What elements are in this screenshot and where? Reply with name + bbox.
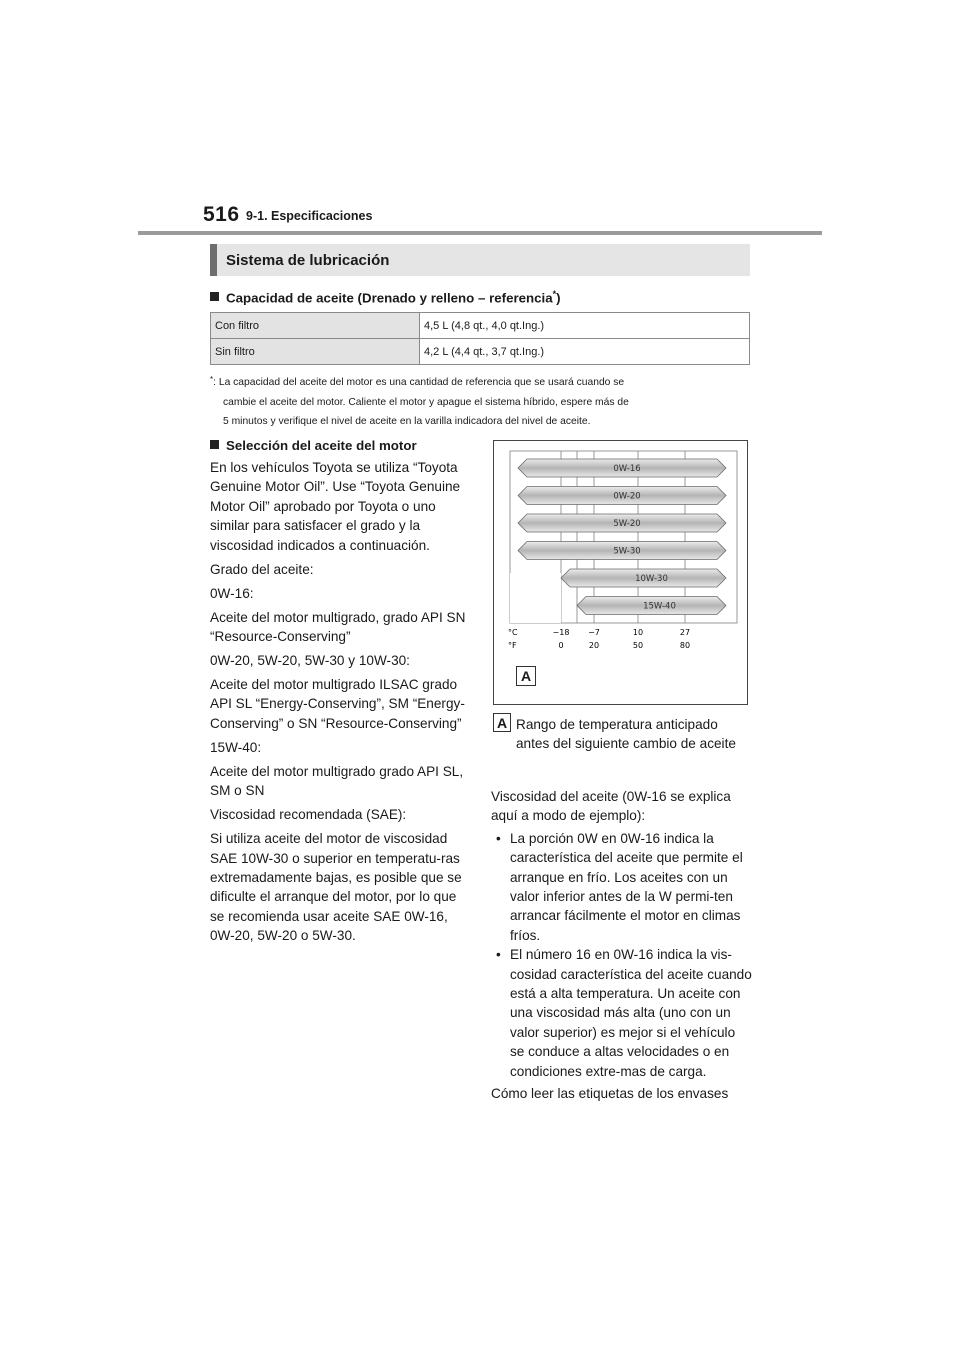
footnote-asterisk: * — [210, 375, 214, 384]
grade-bar-label: 5W-20 — [613, 519, 641, 529]
viscosity-body — [491, 787, 753, 1107]
fahrenheit-tick-label: 20 — [588, 641, 600, 650]
paragraph: Viscosidad del aceite (0W-16 se explica aquí a modo de ejemplo): — [491, 789, 731, 824]
list-item: • La porción 0W en 0W-16 indica la característica del aceite que permite el arranque en frío. Los aceites con un valor inferior antes de la W permi-ten arrancar fácilmente el motor en climas fríos. — [491, 829, 753, 945]
table-cell-label: Sin filtro — [211, 339, 420, 365]
celsius-tick-label: 10 — [632, 628, 644, 637]
grade-bar-label: 5W-30 — [613, 546, 641, 557]
capacity-heading-asterisk: * — [552, 289, 557, 299]
footnote-line: cambie el aceite del motor. Caliente el motor y apague el sistema híbrido, espere más de — [223, 396, 629, 408]
footnote-line-text: : La capacidad del aceite del motor es una cantidad de referencia que se usará cuando se — [213, 377, 625, 388]
section-banner — [210, 244, 750, 276]
legend-text: Rango de temperatura anticipado antes del siguiente cambio de aceite — [516, 717, 736, 752]
paragraph: 15W-40: — [210, 739, 262, 755]
table-cell-label: Con filtro — [211, 313, 420, 339]
section-title: 9-1. Especificaciones — [246, 209, 373, 223]
fahrenheit-tick-label: 80 — [679, 641, 691, 650]
selection-heading — [210, 438, 417, 453]
viscosity-bullet-list — [491, 829, 753, 1081]
table-row — [211, 339, 750, 365]
celsius-tick-label: −7 — [588, 628, 600, 637]
marker-a: A — [516, 666, 536, 686]
legend-marker-a: A — [493, 713, 511, 732]
paragraph: 0W-20, 5W-20, 5W-30 y 10W-30: — [210, 653, 410, 669]
capacity-table — [210, 312, 750, 365]
paragraph: Aceite del motor multigrado, grado API SN “Resource-Conserving” — [210, 609, 466, 645]
table-row — [211, 313, 750, 339]
header-divider — [138, 231, 822, 235]
paragraph: 0W-16: — [210, 585, 254, 601]
table-cell-value: 4,2 L (4,4 qt., 3,7 qt.Ing.) — [420, 339, 750, 365]
viscosity-chart — [494, 441, 747, 704]
paragraph: Grado del aceite: — [210, 561, 314, 577]
celsius-unit: °C — [508, 628, 518, 637]
list-item: • El número 16 en 0W-16 indica la vis-cosidad característica del aceite cuando está a alta temperatura. Un aceite con una viscosidad más alta (uno con un valor superior) es mejor si el vehículo se conduce a altas velocidades o en condiciones extre-mas de carga. — [491, 945, 753, 1081]
banner-title: Sistema de lubricación — [226, 251, 390, 269]
capacity-heading-text: Capacidad de aceite (Drenado y relleno – referencia — [226, 290, 553, 306]
celsius-tick-label: −18 — [552, 628, 570, 637]
capacity-heading-close: ) — [556, 290, 561, 306]
page-number: 516 — [203, 203, 240, 226]
grade-bar-label: 10W-30 — [635, 574, 668, 584]
fahrenheit-unit: °F — [508, 641, 517, 650]
grade-bar-label: 0W-16 — [613, 464, 641, 474]
selection-heading-text: Selección del aceite del motor — [226, 438, 417, 453]
paragraph: Si utiliza aceite del motor de viscosidad SAE 10W-30 o superior en temperatu-ras extremadamente bajas, es posible que se dificulte el arranque del motor, por lo que se recomienda usar aceite SAE 0W-16, 0W-20, 5W-20 o 5W-30. — [210, 831, 462, 944]
paragraph: Aceite del motor multigrado grado API SL, SM o SN — [210, 763, 464, 799]
viscosity-diagram — [493, 440, 748, 705]
paragraph: Cómo leer las etiquetas de los envases — [491, 1086, 729, 1102]
capacity-footnote — [210, 370, 750, 432]
capacity-heading — [210, 289, 561, 305]
grade-bar-label: 15W-40 — [643, 601, 676, 612]
paragraph: Aceite del motor multigrado ILSAC grado API SL “Energy-Conserving”, SM “Energy-Conserving” o SN “Resource-Conserving” — [210, 677, 465, 731]
table-cell-value: 4,5 L (4,8 qt., 4,0 qt.Ing.) — [420, 313, 750, 339]
selection-body — [210, 458, 472, 950]
fahrenheit-tick-label: 0 — [558, 641, 564, 650]
fahrenheit-tick-label: 50 — [632, 641, 644, 650]
grade-bar-label: 0W-20 — [613, 491, 641, 502]
footnote-line: 5 minutos y verifique el nivel de aceite en la varilla indicadora del nivel de aceite. — [223, 416, 591, 427]
square-bullet-icon — [210, 292, 219, 301]
square-bullet-icon — [210, 440, 219, 449]
grid-mask — [510, 573, 561, 623]
footnote-line — [210, 370, 750, 393]
celsius-tick-label: 27 — [679, 628, 691, 637]
temperature-axis — [508, 628, 690, 650]
paragraph: En los vehículos Toyota se utiliza “Toyota Genuine Motor Oil”. Use “Toyota Genuine Motor Oil” aprobado por Toyota o uno similar para satisfacer el grado y la viscosidad indicados a continuación. — [210, 460, 461, 553]
paragraph: Viscosidad recomendada (SAE): — [210, 807, 407, 823]
